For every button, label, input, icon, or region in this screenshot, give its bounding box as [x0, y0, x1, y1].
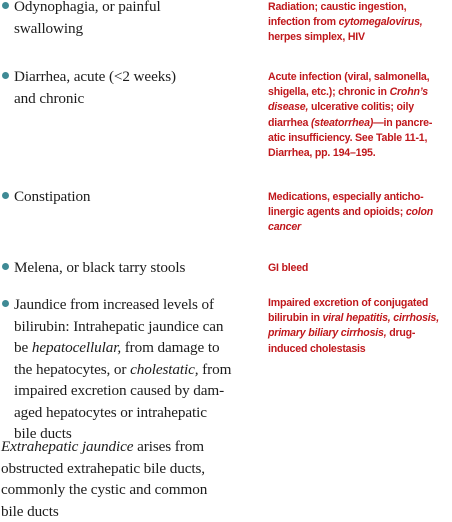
text-run: atic insufficiency. See Table 11-1, — [268, 132, 427, 144]
italic-text: cytomegalovirus, — [339, 16, 423, 28]
text-line — [14, 402, 244, 424]
text-run: aged hepatocytes or intrahepatic — [14, 404, 207, 421]
italic-text: viral hepatitis, cirrhosis, — [322, 312, 438, 324]
italic-text: cholestatic, — [130, 361, 198, 378]
text-run: bile ducts — [14, 425, 72, 442]
bullet-icon — [2, 263, 9, 270]
text-line — [268, 30, 450, 45]
text-line — [268, 116, 450, 131]
text-run: ulcerative colitis; oily — [308, 101, 414, 113]
italic-text: primary biliary cirrhosis, — [268, 327, 386, 339]
symptom-text — [14, 186, 244, 208]
symptom-text — [14, 66, 244, 109]
text-line — [14, 294, 244, 316]
text-run: commonly the cystic and common — [1, 481, 207, 498]
text-line — [268, 220, 450, 235]
text-run: Diarrhea, pp. 194–195. — [268, 147, 376, 159]
italic-text: hepatocellular, — [32, 339, 121, 356]
text-line — [268, 261, 450, 276]
text-run: linergic agents and opioids; — [268, 206, 406, 218]
italic-text: colon — [406, 206, 433, 218]
italic-text: (steatorrhea) — [311, 117, 373, 129]
symptom-line: Diarrhea, acute (<2 weeks) — [14, 66, 244, 88]
italic-text: Extrahepatic jaundice — [1, 438, 133, 455]
text-run: impaired excretion caused by dam- — [14, 382, 224, 399]
italic-text: disease, — [268, 101, 308, 113]
text-line — [1, 479, 251, 501]
text-line — [14, 337, 244, 359]
text-run: Radiation; caustic ingestion, — [268, 1, 406, 13]
text-run: drug- — [386, 327, 415, 339]
text-line — [268, 131, 450, 146]
text-run: the hepatocytes, or — [14, 361, 130, 378]
text-run: bilirubin: Intrahepatic jaundice can — [14, 318, 223, 335]
symptom-line: Constipation — [14, 186, 244, 208]
text-line — [14, 359, 244, 381]
symptom-line: and chronic — [14, 88, 244, 110]
text-line — [1, 436, 251, 458]
text-run: from — [198, 361, 231, 378]
text-run: infection from — [268, 16, 339, 28]
text-line — [268, 311, 450, 326]
cause-text — [268, 261, 450, 276]
text-run: —in pancre- — [373, 117, 432, 129]
text-line — [268, 296, 450, 311]
text-run: bile ducts — [1, 503, 59, 520]
symptom-line: Odynophagia, or painful — [14, 0, 244, 18]
text-run: induced cholestasis — [268, 343, 365, 355]
text-line — [268, 70, 450, 85]
text-run: obstructed extrahepatic bile ducts, — [1, 460, 205, 477]
bullet-icon — [2, 300, 9, 307]
italic-text: cancer — [268, 221, 301, 233]
text-line — [1, 501, 251, 522]
bullet-icon — [2, 192, 9, 199]
symptom-line: Melena, or black tarry stools — [14, 257, 244, 279]
text-line — [1, 458, 251, 480]
text-run: bilirubin in — [268, 312, 322, 324]
cause-text — [268, 0, 450, 46]
text-line — [268, 326, 450, 341]
symptom-line: swallowing — [14, 18, 244, 40]
text-line — [268, 100, 450, 115]
symptom-text — [14, 257, 244, 279]
text-run: from damage to — [121, 339, 219, 356]
bullet-icon — [2, 72, 9, 79]
text-run: be — [14, 339, 32, 356]
text-line — [268, 190, 450, 205]
text-line — [268, 85, 450, 100]
cause-text — [268, 190, 450, 236]
text-run: Medications, especially anticho- — [268, 191, 424, 203]
text-run: Jaundice from increased levels of — [14, 296, 214, 313]
text-run: Acute infection (viral, salmonella, — [268, 71, 429, 83]
text-line — [268, 342, 450, 357]
text-line — [268, 0, 450, 15]
cause-text — [268, 70, 450, 161]
text-run: Impaired excretion of conjugated — [268, 297, 428, 309]
text-run: diarrhea — [268, 117, 311, 129]
text-run: shigella, etc.); chronic in — [268, 86, 390, 98]
text-line — [268, 205, 450, 220]
symptom-text — [14, 294, 244, 445]
text-run: arises from — [133, 438, 204, 455]
text-line — [14, 316, 244, 338]
bullet-icon — [2, 2, 9, 9]
extrahepatic-jaundice-note — [1, 436, 251, 522]
text-line — [14, 380, 244, 402]
text-line — [268, 15, 450, 30]
italic-text: Crohn’s — [390, 86, 428, 98]
symptom-text — [14, 0, 244, 39]
text-run: herpes simplex, HIV — [268, 31, 365, 43]
text-run: GI bleed — [268, 262, 308, 274]
text-line — [268, 146, 450, 161]
cause-text — [268, 296, 450, 357]
